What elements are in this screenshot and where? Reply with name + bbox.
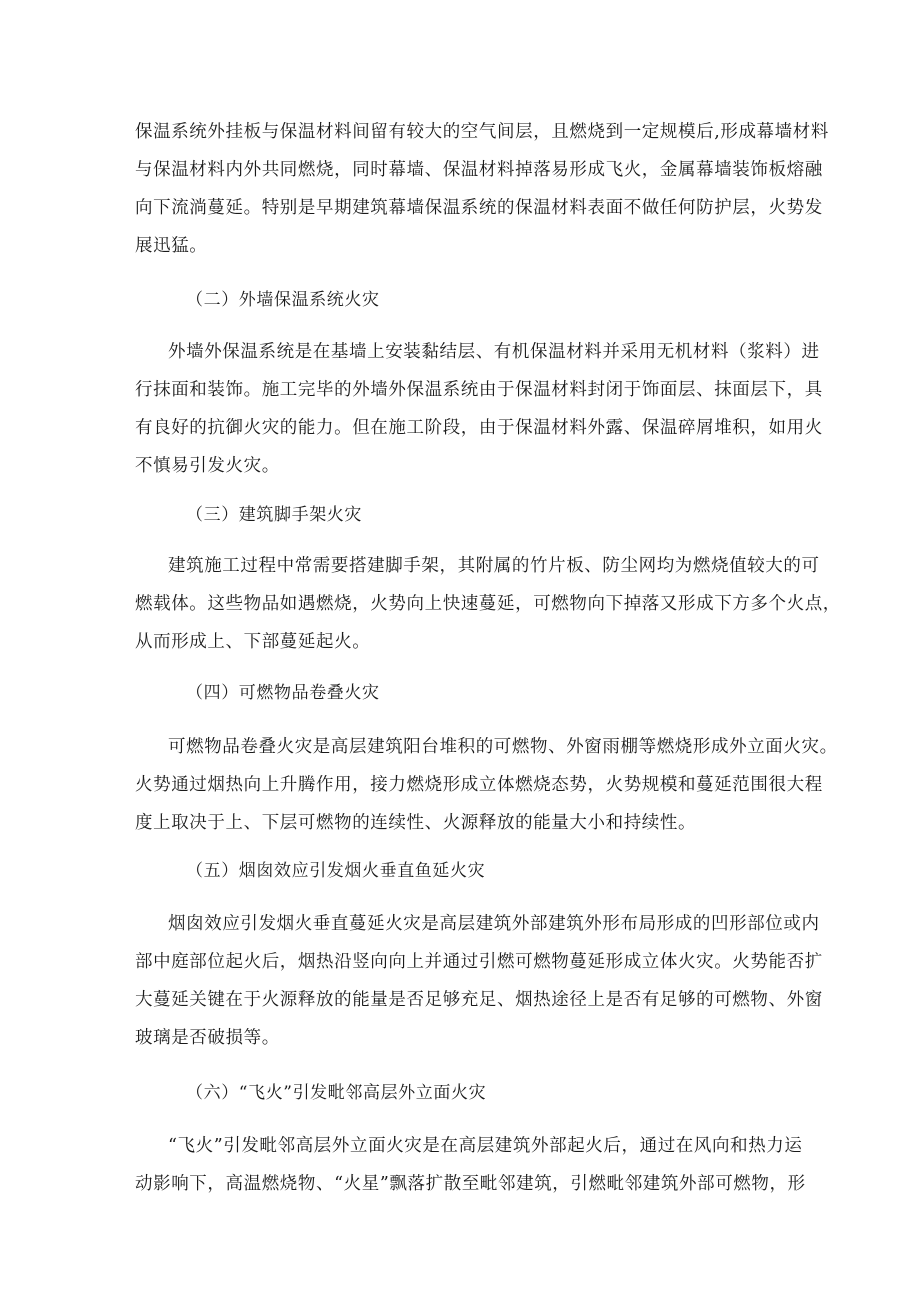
paragraph-line: 保温系统外挂板与保温材料间留有较大的空气间层，且燃烧到一定规模后,形成幕墙材料 [135,122,829,142]
paragraph-line: 烟囱效应引发烟火垂直蔓延火灾是高层建筑外部建筑外形布局形成的凹形部位或内 [168,914,820,934]
paragraph-line: 可燃物品卷叠火灾是高层建筑阳台堆积的可燃物、外窗雨棚等燃烧形成外立面火灾。 [168,737,838,757]
paragraph-line: 不慎易引发火灾。 [135,456,280,476]
section-heading: （四）可燃物品卷叠火灾 [186,683,380,703]
section-heading: （二）外墙保温系统火灾 [186,290,380,310]
section-heading: （六）“飞火”引发毗邻高层外立面火灾 [186,1083,487,1103]
paragraph-line: 建筑施工过程中常需要搭建脚手架，其附属的竹片板、防尘网均为燃烧值较大的可 [168,556,820,576]
paragraph-line: 从而形成上、下部蔓延起火。 [135,632,371,652]
paragraph-line: 度上取决于上、下层可燃物的连续性、火源释放的能量大小和持续性。 [135,813,697,833]
paragraph-line: 火势通过烟热向上升腾作用，接力燃烧形成立体燃烧态势，火势规模和蔓延范围很大程 [135,775,823,795]
paragraph-line: 动影响下，高温燃烧物、“火星”飘落扩散至毗邻建筑，引燃毗邻建筑外部可燃物，形 [135,1174,806,1194]
paragraph-line: 向下流淌蔓延。特别是早期建筑幕墙保温系统的保温材料表面不做任何防护层，火势发 [135,198,823,218]
paragraph-line: 与保温材料内外共同燃烧，同时幕墙、保温材料掉落易形成飞火，金属幕墙装饰板熔融 [135,160,823,180]
paragraph-line: 有良好的抗御火灾的能力。但在施工阶段，由于保温材料外露、保温碎屑堆积，如用火 [135,418,823,438]
section-heading: （五）烟囱效应引发烟火垂直鱼延火灾 [186,861,486,881]
paragraph-line: 外墙外保温系统是在基墙上安装黏结层、有机保温材料并采用无机材料（浆料）进 [168,342,820,362]
paragraph-line: 部中庭部位起火后，烟热沿竖向向上并通过引燃可燃物蔓延形成立体火灾。火势能否扩 [135,952,823,972]
paragraph-line: 大蔓延关键在于火源释放的能量是否足够充足、烟热途径上是否有足够的可燃物、外窗 [135,990,823,1010]
paragraph-line: 燃载体。这些物品如遇燃烧，火势向上快速蔓延，可燃物向下掉落又形成下方多个火点， [135,594,841,614]
section-heading: （三）建筑脚手架火灾 [186,505,362,525]
paragraph-line: 展迅猛。 [135,236,208,256]
paragraph-line: “飞火”引发毗邻高层外立面火灾是在高层建筑外部起火后，通过在风向和热力运 [168,1136,803,1156]
paragraph-line: 行抹面和装饰。施工完毕的外墙外保温系统由于保温材料封闭于饰面层、抹面层下，具 [135,380,823,400]
paragraph-line: 玻璃是否破损等。 [135,1028,280,1048]
